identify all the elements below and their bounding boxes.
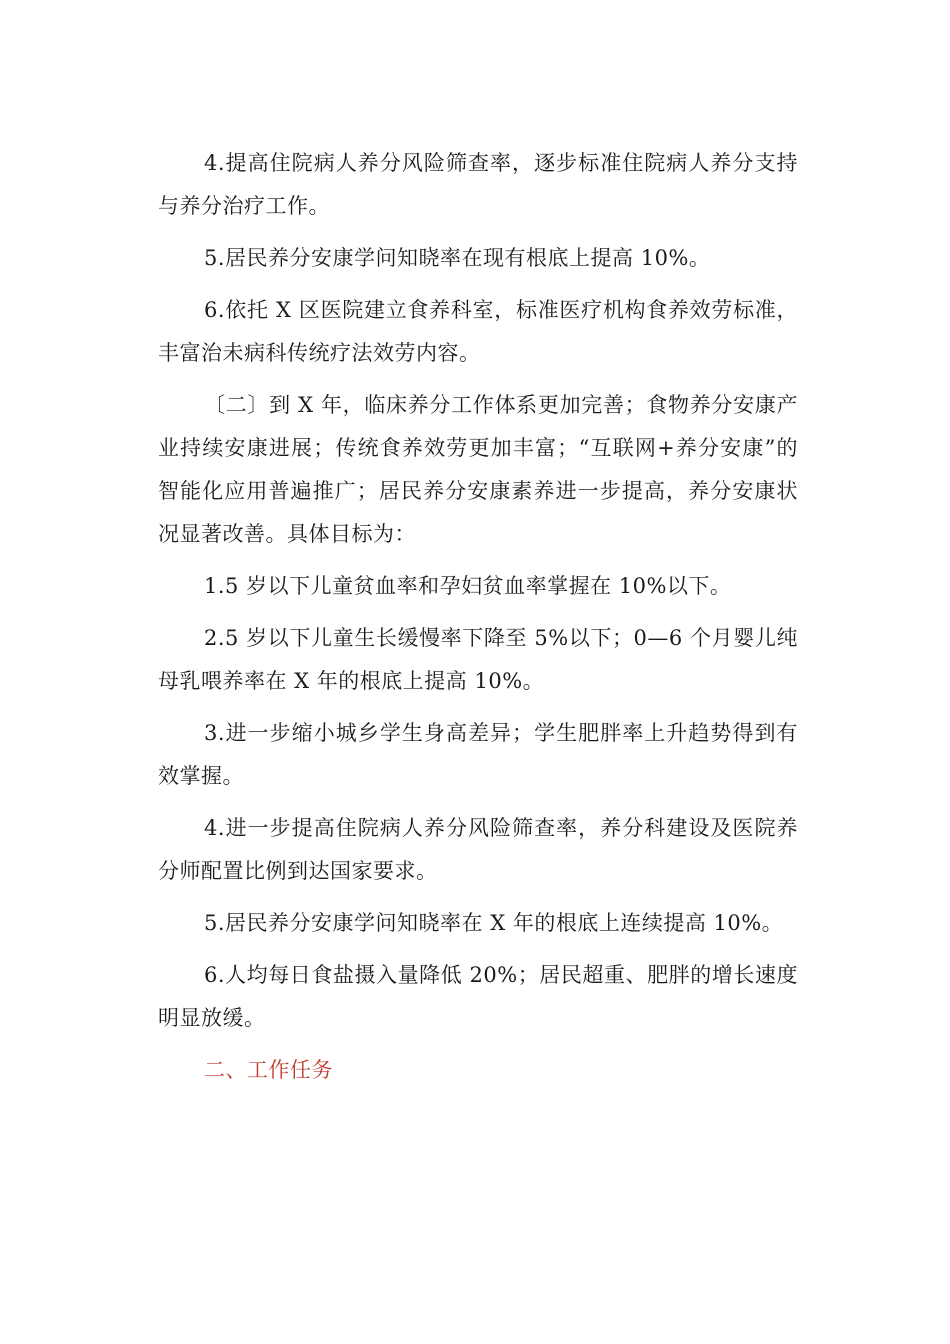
paragraph-goal-6: 6.依托 X 区医院建立食养科室，标准医疗机构食养效劳标准，丰富治未病科传统疗法效劳内容。 (158, 298, 798, 365)
paragraph-phase-two-intro: 〔二〕到 X 年，临床养分工作体系更加完善；食物养分安康产业持续安康进展；传统食养效劳更加丰富；“互联网+养分安康”的智能化应用普遍推广；居民养分安康素养进一步提高，养分安康状况显著改善。具体目标为： (158, 393, 798, 546)
paragraph-target-3: 3.进一步缩小城乡学生身高差异；学生肥胖率上升趋势得到有效掌握。 (158, 721, 798, 788)
paragraph-target-1: 1.5 岁以下儿童贫血率和孕妇贫血率掌握在 10%以下。 (204, 574, 732, 598)
paragraph-target-4: 4.进一步提高住院病人养分风险筛查率，养分科建设及医院养分师配置比例到达国家要求。 (158, 816, 798, 883)
paragraph-goal-4: 4.提高住院病人养分风险筛查率，逐步标准住院病人养分支持与养分治疗工作。 (158, 151, 798, 218)
paragraph-target-2: 2.5 岁以下儿童生长缓慢率下降至 5%以下；0—6 个月婴儿纯母乳喂养率在 X 年的根底上提高 10%。 (158, 626, 798, 693)
paragraph-goal-5: 5.居民养分安康学问知晓率在现有根底上提高 10%。 (204, 246, 711, 270)
paragraph-target-5: 5.居民养分安康学问知晓率在 X 年的根底上连续提高 10%。 (204, 911, 784, 935)
section-heading: 二、工作任务 (204, 1058, 333, 1082)
document-body (158, 142, 798, 1101)
paragraph-target-6: 6.人均每日食盐摄入量降低 20%；居民超重、肥胖的增长速度明显放缓。 (158, 963, 798, 1030)
